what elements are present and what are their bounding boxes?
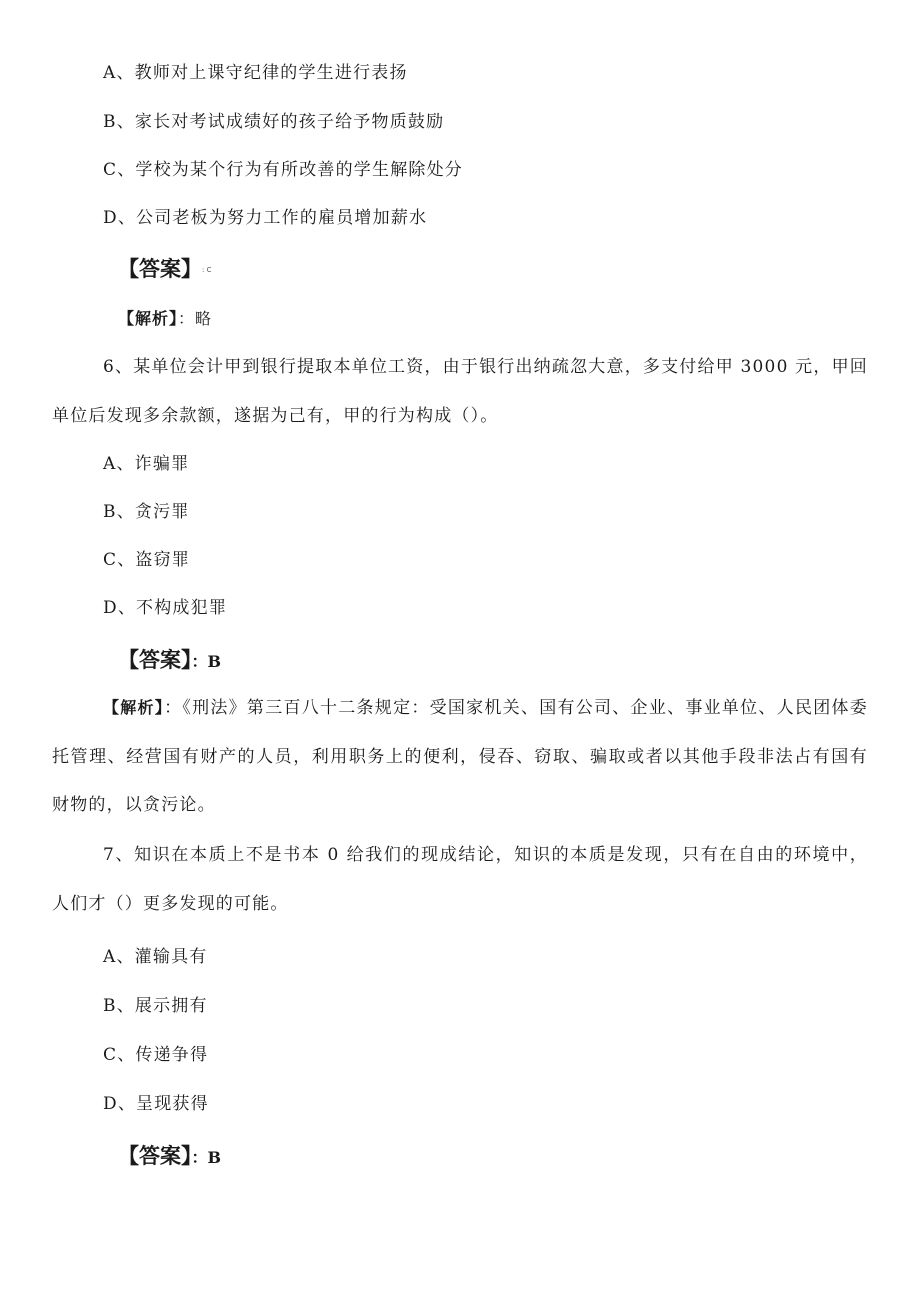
q7-answer-label: 【答案】 <box>118 1144 192 1168</box>
q5-option-c: C、学校为某个行为有所改善的学生解除处分 <box>103 160 464 180</box>
q7-option-d: D、呈现获得 <box>103 1094 209 1114</box>
q6-explanation-text: ：《刑法》第三百八十二条规定：受国家机关、国有公司、企业、事业单位、人民团体委托管理、经营国有财产的人员，利用职务上的便利，侵吞、窃取、骗取或者以其他手段非法占有国有财物的，以贪污论。 <box>52 698 868 815</box>
q7-question: 7、知识在本质上不是书本 0 给我们的现成结论，知识的本质是发现，只有在自由的环境中，人们才（）更多发现的可能。 <box>52 845 868 914</box>
q6-explanation <box>52 684 868 830</box>
q6-option-a: A、诈骗罪 <box>103 454 190 474</box>
q5-explanation-label: 【解析】 <box>118 309 179 328</box>
q6-answer-label: 【答案】 <box>118 648 192 672</box>
q7-answer-value: ：B <box>191 1148 222 1167</box>
q5-option-b: B、家长对考试成绩好的孩子给予物质鼓励 <box>103 112 445 132</box>
q6-option-b: B、贪污罪 <box>103 502 190 522</box>
q5-option-a: A、教师对上课守纪律的学生进行表扬 <box>103 63 408 83</box>
q5-answer-label: 【答案】 <box>118 257 202 281</box>
q5-explanation-text: ：略 <box>178 309 213 328</box>
q5-answer-value: : C <box>202 266 212 274</box>
q7-option-c: C、传递争得 <box>103 1045 209 1065</box>
q5-option-d: D、公司老板为努力工作的雇员增加薪水 <box>103 208 428 228</box>
q6-answer <box>118 647 221 675</box>
q6-option-d: D、不构成犯罪 <box>103 598 228 618</box>
q5-explanation <box>118 308 212 330</box>
q6-option-c: C、盗窃罪 <box>103 550 191 570</box>
q5-answer <box>118 256 211 283</box>
q7-answer <box>118 1143 221 1171</box>
q7-option-a: A、灌输具有 <box>103 947 208 967</box>
q6-question: 6、某单位会计甲到银行提取本单位工资，由于银行出纳疏忽大意，多支付给甲 3000 元，甲回单位后发现多余款额，遂据为己有，甲的行为构成（）。 <box>52 357 868 426</box>
q6-explanation-label: 【解析】 <box>103 698 165 717</box>
q7-option-b: B、展示拥有 <box>103 996 208 1016</box>
q6-answer-value: ：B <box>191 652 222 671</box>
